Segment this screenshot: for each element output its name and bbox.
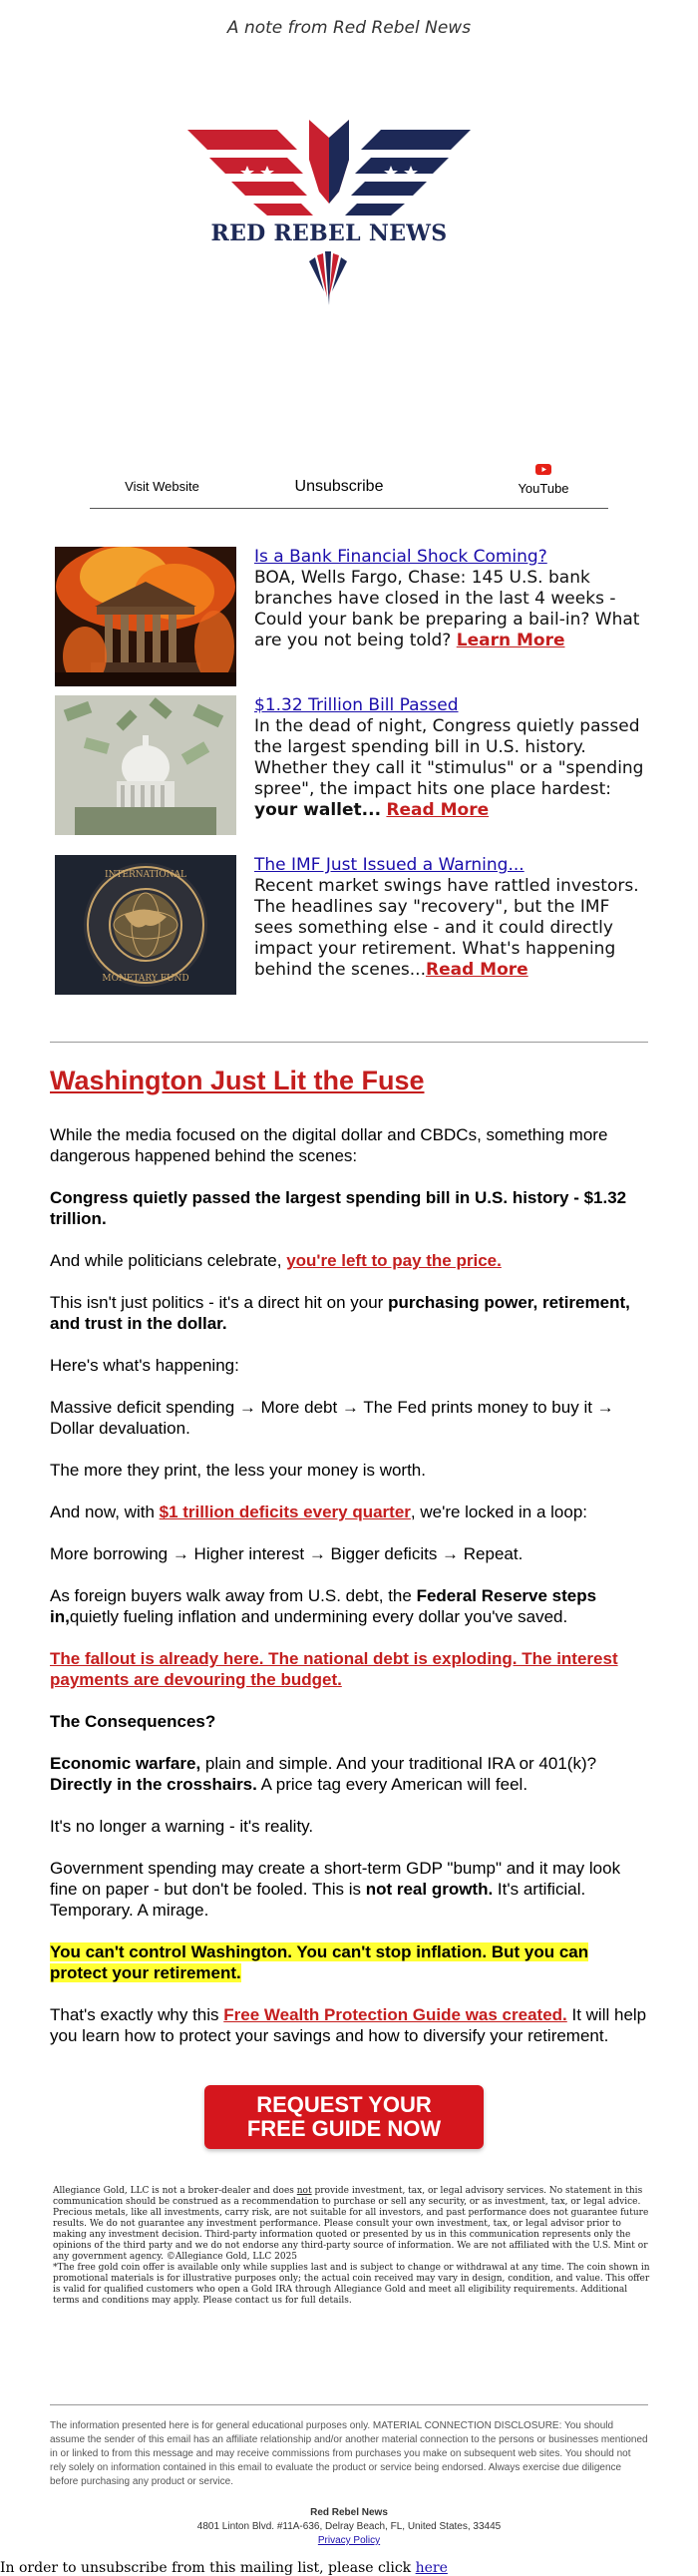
text-span: It will help you learn how to protect your savings and how to diversify your retirement.: [50, 2005, 647, 2045]
request-free-guide-button[interactable]: [204, 2085, 484, 2149]
unsubscribe-link[interactable]: Unsubscribe: [294, 478, 384, 495]
company-info: [0, 2506, 698, 2548]
highlighted-text: You can't control Washington. You can't stop inflation. But you can protect your retirement.: [50, 1942, 589, 1982]
article-paragraph: Massive deficit spending → More debt → The Fed prints money to buy it → Dollar devaluation.: [50, 1398, 614, 1438]
section-divider: [50, 1042, 648, 1043]
article-paragraph: [50, 1941, 648, 1983]
unsubscribe-footer: [0, 2560, 448, 2576]
privacy-policy-link[interactable]: Privacy Policy: [317, 2535, 381, 2546]
read-more-link[interactable]: Read More: [386, 800, 490, 820]
article-paragraph: [50, 1250, 648, 1271]
nav-bar: [90, 464, 608, 509]
text-bold: Federal Reserve steps in,: [50, 1586, 597, 1626]
article-paragraph: The more they print, the less your money is worth.: [50, 1461, 426, 1480]
text-span: plain and simple. And your traditional IRA or 401(k)?: [200, 1754, 597, 1773]
capitol-money-image[interactable]: [55, 695, 236, 835]
story-text: [254, 695, 653, 821]
text-bold: not real growth.: [365, 1880, 494, 1899]
text-span: And now, with: [50, 1503, 160, 1521]
story-title-link[interactable]: Is a Bank Financial Shock Coming?: [254, 547, 547, 567]
article-paragraph: While the media focused on the digital dollar and CBDCs, something more dangerous happened behind the scenes:: [50, 1125, 608, 1165]
unsubscribe-here-link[interactable]: here: [415, 2560, 448, 2576]
visit-website-link[interactable]: Visit Website: [125, 479, 199, 494]
youtube-icon: [535, 464, 551, 475]
footer-divider: [50, 2404, 648, 2405]
text-span: quietly fueling inflation and undermining every dollar you've saved.: [69, 1607, 568, 1626]
fine-print-paragraph: *The free gold coin offer is available only while supplies last and is subject to change or withdrawal at any time. The coin shown in promotional materials is for illustrative purposes only; the actual coin received may vary in design, condition, and value. This offer is valid for qualified customers who open a Gold IRA through Allegiance Gold and meet all eligibility requirements. Additional terms and conditions may apply. Please contact us for full details.: [53, 2263, 650, 2306]
learn-more-link[interactable]: Learn More: [456, 631, 565, 650]
article-paragraph: It's no longer a warning - it's reality.: [50, 1817, 314, 1836]
article-paragraph: [50, 1753, 648, 1795]
text-span: That's exactly why this: [50, 2005, 224, 2024]
article-paragraph: [50, 1502, 648, 1522]
story-body: BOA, Wells Fargo, Chase: 145 U.S. bank branches have closed in the last 4 weeks - Could your bank be preparing a bail-in? What are you not being told?: [254, 568, 640, 650]
article-paragraph: [50, 2004, 648, 2046]
legal-fine-print: [53, 2186, 651, 2307]
text-span: Allegiance Gold, LLC is not a broker-dealer and does: [53, 2186, 297, 2196]
youtube-link[interactable]: [479, 464, 608, 496]
article-body: [50, 1048, 648, 2046]
cta-line-2: FREE GUIDE NOW: [246, 2116, 442, 2141]
story-body-bold: your wallet...: [254, 800, 382, 820]
text-bold: Economic warfare,: [50, 1754, 201, 1773]
text-span: provide investment, tax, or legal advisory services. No statement in this communication should be construed as a recommendation to purchase or sell any security, or as investment, tax, or legal advice. Precious metals, like all investments, carry risk, are not suitable for all investors, and past performance does not guarantee future results. We do not guarantee any investment performance. Please consult your own investment, tax, or legal advisor prior to making any investment decision. Third-party information quoted or presented by us in this communication represents only the opinions of the third party and we do not endorse any third-party source of information. We are not affiliated with the U.S. Mint or any government agency. ©Allegiance Gold, LLC 2025: [53, 2186, 649, 2262]
text-span: And while politicians celebrate,: [50, 1251, 287, 1270]
company-address: 4801 Linton Blvd. #11A-636, Delray Beach, FL, United States, 33445: [196, 2521, 502, 2532]
svg-text:MONETARY FUND: MONETARY FUND: [102, 974, 189, 984]
text-span: This isn't just politics - it's a direct hit on your: [50, 1293, 389, 1312]
preheader-text: A note from Red Rebel News: [226, 18, 472, 38]
story-title-link[interactable]: The IMF Just Issued a Warning...: [254, 855, 524, 875]
article-headline[interactable]: Washington Just Lit the Fuse: [50, 1066, 425, 1095]
company-name: Red Rebel News: [310, 2507, 388, 2518]
text-span: A price tag every American will feel.: [256, 1775, 528, 1794]
burning-bank-image[interactable]: [55, 547, 236, 686]
youtube-label: YouTube: [518, 481, 569, 496]
text-bold: purchasing power, retirement, and trust in the dollar.: [50, 1293, 630, 1333]
text-span: As foreign buyers walk away from U.S. debt, the: [50, 1586, 417, 1605]
imf-seal-image[interactable]: [55, 855, 236, 995]
story-title-link[interactable]: $1.32 Trillion Bill Passed: [254, 695, 459, 715]
article-paragraph: [50, 1858, 648, 1921]
story-body: In the dead of night, Congress quietly passed the largest spending bill in U.S. history. Whether they call it "stimulus" or a "spending spree", the impact hits one place hardest:: [254, 716, 644, 799]
read-more-link[interactable]: Read More: [425, 960, 528, 980]
article-paragraph: Here's what's happening:: [50, 1356, 239, 1375]
article-paragraph: Congress quietly passed the largest spending bill in U.S. history - $1.32 trillion.: [50, 1188, 627, 1228]
guide-link[interactable]: Free Wealth Protection Guide was created.: [223, 2005, 567, 2024]
text-span: It's artificial. Temporary. A mirage.: [50, 1880, 586, 1920]
text-span: Government spending may create a short-term GDP "bump" and it may look fine on paper - but don't be fooled. This is: [50, 1859, 621, 1899]
disclosure-text: The information presented here is for general educational purposes only. MATERIAL CONNECTION DISCLOSURE: You should assume the sender of this email has an affiliate relationship and/or another material connection to the persons or businesses mentioned in or linked to from this message and may receive commissions from purchases you make on subsequent web sites. You should not rely solely on information contained in this email to evaluate the product or service being endorsed. Always exercise due diligence before purchasing any product or service.: [50, 2420, 648, 2487]
fine-print-paragraph: [53, 2186, 651, 2263]
deficits-link[interactable]: $1 trillion deficits every quarter: [159, 1503, 411, 1521]
fallout-link[interactable]: The fallout is already here. The national debt is exploding. The interest payments are devouring the budget.: [50, 1649, 618, 1689]
unsubscribe-text: In order to unsubscribe from this mailing list, please click: [0, 2560, 416, 2576]
brand-name: RED REBEL NEWS: [210, 220, 448, 246]
story-text: [254, 547, 653, 651]
cta-line-1: REQUEST YOUR: [256, 2092, 432, 2117]
article-paragraph: The Consequences?: [50, 1712, 216, 1731]
article-paragraph: [50, 1585, 648, 1627]
article-paragraph: [50, 1648, 648, 1690]
svg-text:INTERNATIONAL: INTERNATIONAL: [105, 870, 186, 880]
article-paragraph: More borrowing → Higher interest → Bigger deficits → Repeat.: [50, 1544, 524, 1563]
pay-the-price-link[interactable]: you're left to pay the price.: [286, 1251, 502, 1270]
story-text: [254, 855, 653, 981]
text-span: , we're locked in a loop:: [410, 1503, 588, 1521]
text-bold: Directly in the crosshairs.: [50, 1775, 257, 1794]
story-body: Recent market swings have rattled investors. The headlines say "recovery", but the IMF sees something else - and it could directly impact your retirement. What's happening behind the scenes...: [254, 876, 639, 980]
red-rebel-news-logo: [179, 120, 479, 309]
article-paragraph: [50, 1292, 648, 1334]
text-underline: not: [296, 2186, 312, 2196]
